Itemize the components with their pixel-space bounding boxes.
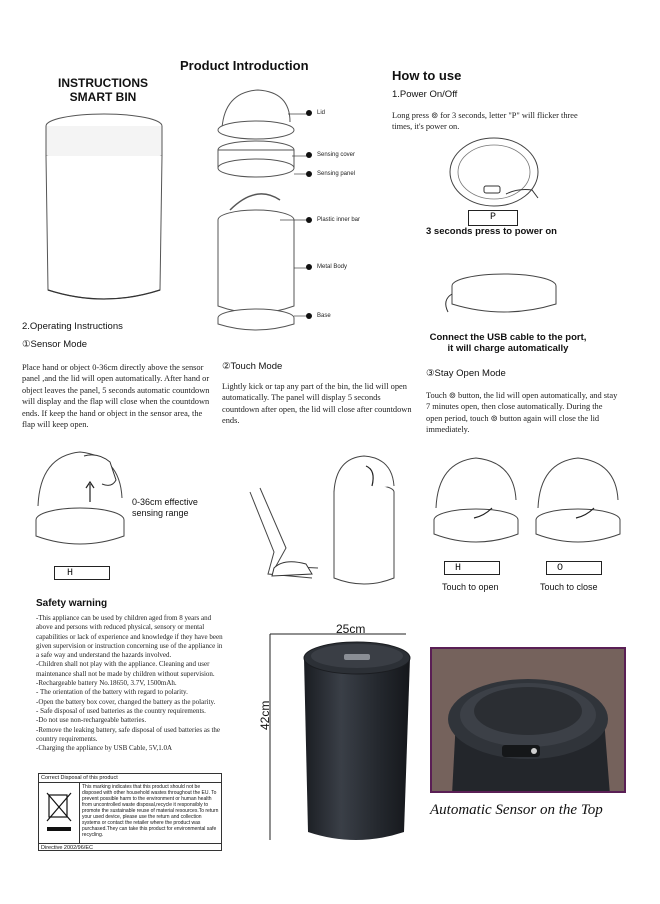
- bullet-icon: [306, 110, 312, 116]
- sensor-mode-illustration: [30, 446, 130, 556]
- width-dimension-label: 25cm: [336, 622, 366, 636]
- disposal-text: This marking indicates that this product should not be disposed with other household wastes throughout the EU. To prevent possible harm to the environment or human health from uncontrolled waste disposal,recycle it responsibly to promote the sustainable reuse of material resources.To return your used device, please use the return and collection systems or contact the retailer where the product was purchased.They can take this product for environmental safe recycling.: [82, 784, 219, 838]
- touch-mode-illustration: [240, 448, 400, 588]
- exploded-bin-diagram: [200, 88, 310, 338]
- sensor-mode-title: ①Sensor Mode: [22, 339, 88, 350]
- weee-icon: [39, 783, 80, 843]
- part-label: Sensing cover: [317, 152, 356, 158]
- safety-item: -Charging the appliance by USB Cable, 5V,1.0A: [36, 744, 173, 753]
- part-item: [306, 217, 360, 223]
- disposal-box: [38, 773, 222, 851]
- part-item: [306, 264, 347, 270]
- directive-text: Directive 2002/96/EC: [41, 845, 93, 851]
- part-item: [306, 110, 325, 116]
- bullet-icon: [306, 171, 312, 177]
- safety-item: - The orientation of the battery with regard to polarity.: [36, 688, 188, 697]
- how-to-use-title: How to use: [392, 68, 462, 83]
- bin-outline-illustration: [34, 112, 174, 312]
- sensing-range-label: 0-36cm effective sensing range: [132, 497, 198, 518]
- lcd-h-text: H: [67, 568, 74, 579]
- touch-mode-text: Lightly kick or tap any part of the bin, the lid will open automatically. The panel will display 5 seconds countdown after open, the lid will close after countdown ends.: [222, 382, 412, 426]
- part-item: [306, 152, 355, 158]
- bullet-icon: [306, 264, 312, 270]
- operating-title: 2.Operating Instructions: [22, 321, 123, 332]
- stay-open-illustration-1: [430, 452, 522, 552]
- height-dimension-label: 42cm: [258, 700, 272, 730]
- part-label: Lid: [317, 110, 326, 116]
- step1-title: 1.Power On/Off: [392, 89, 458, 100]
- stay-open-title: ③Stay Open Mode: [426, 368, 506, 379]
- product-intro-title: Product Introduction: [180, 58, 309, 73]
- safety-item: -Rechargeable battery No.18650, 3.7V, 1500mAh.: [36, 679, 177, 688]
- bullet-icon: [306, 152, 312, 158]
- safety-item: -Open the battery box cover, changed the battery as the polarity.: [36, 697, 216, 706]
- lcd-display-h: [54, 566, 110, 580]
- disposal-title: Correct Disposal of this product: [39, 774, 221, 783]
- photo-caption: Automatic Sensor on the Top: [430, 802, 603, 818]
- instructions-line2: SMART BIN: [69, 90, 137, 104]
- sensor-mode-text: Place hand or object 0-36cm directly above the sensor panel ,and the lid will open automatically. After hand or object leaves the panel, 5 seconds automatic countdown will display and the flap will close when the countdown ends. If keep the hand or object in the sensor area, the flap will keep open.: [22, 363, 210, 430]
- bullet-icon: [306, 313, 312, 319]
- sensor-photo: [430, 647, 626, 793]
- instructions-title: [48, 76, 158, 104]
- part-label: Plastic inner bar: [317, 217, 361, 223]
- lcd-o-text: O: [557, 563, 564, 574]
- disposal-body: [39, 783, 221, 844]
- black-bin-photo: [298, 636, 418, 846]
- step1-text: Long press ⊚ for 3 seconds, letter "P" will flicker three times, it's power on.: [392, 111, 578, 132]
- stay-open-illustration-2: [532, 452, 624, 552]
- touch-open-caption: Touch to open: [442, 582, 499, 592]
- part-label: Base: [317, 313, 331, 319]
- bullet-icon: [306, 217, 312, 223]
- part-label: Metal Body: [317, 264, 348, 270]
- part-item: [306, 313, 331, 319]
- safety-item: -This appliance can be used by children aged from 8 years and above and persons with reduced physical, sensory or mental capabilities or lack of experience and knowledge if they have been given supervision or instruction concerning use of the appliance in a safe way and understand the hazards involved.: [36, 614, 223, 660]
- lcd-display-h-2: [444, 561, 500, 575]
- power-lid-illustration: [446, 136, 556, 216]
- lcd-display-p: P: [468, 210, 518, 226]
- part-item: [306, 171, 355, 177]
- stay-open-text: Touch ⊚ button, the lid will open automatically, and stay 7 minutes open, then close automatically. During the open period, touch ⊚ button again will close the lid immediately.: [426, 391, 618, 435]
- touch-close-caption: Touch to close: [540, 582, 598, 592]
- safety-item: -Remove the leaking battery, safe disposal of used batteries as the country requirements.: [36, 725, 221, 743]
- part-label: Sensing panel: [317, 171, 356, 177]
- usb-charge-illustration: [444, 272, 564, 332]
- safety-item: -Children shall not play with the appliance. Cleaning and user maintenance shall not be made by children without supervision.: [36, 660, 215, 678]
- instructions-line1: INSTRUCTIONS: [58, 76, 148, 90]
- lcd-display-o: [546, 561, 602, 575]
- caption-power: 3 seconds press to power on: [426, 226, 557, 237]
- safety-title: Safety warning: [36, 598, 108, 609]
- safety-list: [36, 614, 224, 753]
- safety-item: -Do not use non-rechargeable batteries.: [36, 716, 147, 725]
- touch-mode-title: ②Touch Mode: [222, 361, 283, 372]
- caption-usb: Connect the USB cable to the port, it will charge automatically: [429, 332, 587, 354]
- lcd-h2-text: H: [455, 563, 462, 574]
- safety-item: - Safe disposal of used batteries as the country requirements.: [36, 706, 206, 715]
